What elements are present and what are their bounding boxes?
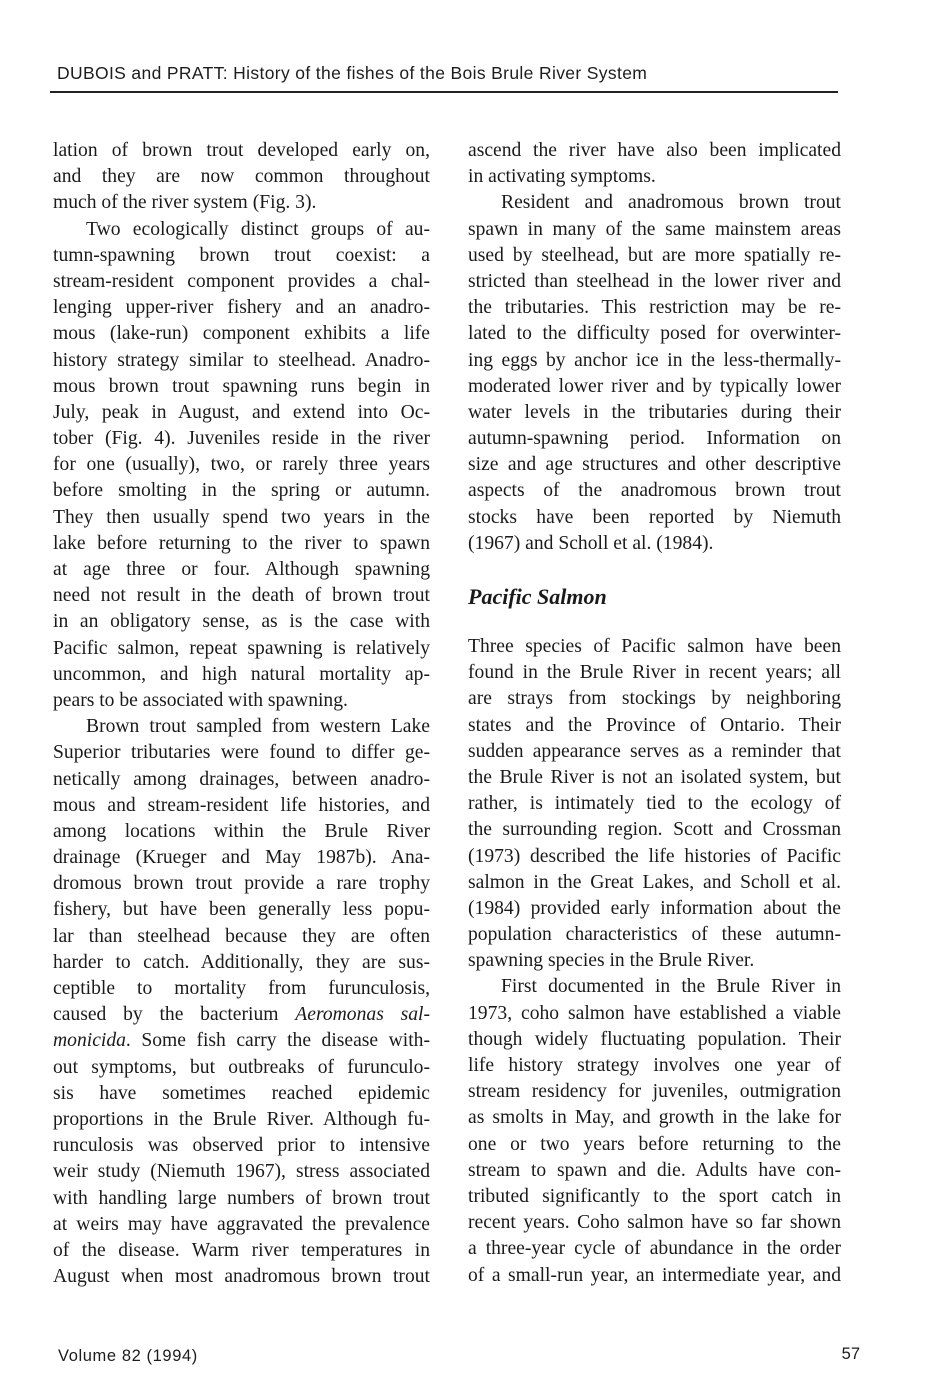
text-line: recent years. Coho salmon have so far shown: [468, 1212, 841, 1234]
section-heading-pacific-salmon: Pacific Salmon: [468, 584, 607, 609]
text-line: are strays from stockings by neighboring: [468, 688, 841, 710]
text-line: at weirs may have aggravated the prevalence: [53, 1213, 430, 1235]
text-line: Pacific salmon, repeat spawning is relatively: [53, 637, 430, 659]
text-run: . Some fish carry the disease with-: [125, 1030, 430, 1052]
text-line: need not result in the death of brown trout: [53, 585, 430, 607]
text-line: (1973) described the life histories of Pacific: [468, 845, 841, 867]
text-line: and they are now common throughout: [53, 166, 430, 188]
text-line: (1967) and Scholl et al. (1984).: [468, 532, 714, 554]
text-line: fishery, but have been generally less popu-: [53, 899, 430, 921]
text-line: stream to spawn and die. Adults have con-: [468, 1159, 841, 1181]
text-line: ascend the river have also been implicated: [468, 140, 841, 161]
text-line: stream-resident component provides a chal-: [53, 270, 430, 292]
text-line: sis have sometimes reached epidemic: [53, 1082, 430, 1104]
text-line: runculosis was observed prior to intensive: [53, 1135, 430, 1157]
text-line: with handling large numbers of brown trout: [53, 1187, 430, 1209]
text-line: dromous brown trout provide a rare trophy: [53, 873, 430, 895]
text-line: the Brule River is not an isolated system, but: [468, 766, 841, 788]
text-line: stocks have been reported by Niemuth: [468, 506, 841, 528]
text-line: They then usually spend two years in the: [53, 506, 430, 528]
text-line: stream residency for juveniles, outmigration: [468, 1081, 841, 1103]
text-line: uncommon, and high natural mortality ap-: [53, 663, 430, 685]
footer-volume: Volume 82 (1994): [58, 1347, 198, 1365]
text-line: proportions in the Brule River. Although fu-: [53, 1108, 430, 1130]
text-line: at age three or four. Although spawning: [53, 559, 430, 580]
text-line: pears to be associated with spawning.: [53, 689, 348, 711]
species-name-italic: monicida: [53, 1030, 126, 1052]
text-line: sudden appearance serves as a reminder that: [468, 740, 841, 762]
species-name-italic: Aeromonas sal-: [295, 1004, 430, 1026]
text-line: found in the Brule River in recent years; all: [468, 662, 841, 684]
text-line: Superior tributaries were found to differ ge-: [53, 742, 430, 764]
text-line: out symptoms, but outbreaks of furunculo-: [53, 1056, 430, 1078]
text-line: before smolting in the spring or autumn.: [53, 480, 430, 502]
footer-page-number: 57: [841, 1345, 860, 1363]
text-line: lation of brown trout developed early on,: [53, 140, 430, 161]
text-line: population characteristics of these autumn-: [468, 924, 841, 946]
text-line: July, peak in August, and extend into Oc-: [53, 401, 430, 423]
text-line: salmon in the Great Lakes, and Scholl et al.: [468, 871, 841, 893]
text-line: rather, is intimately tied to the ecology of: [468, 793, 841, 815]
right-column: [468, 138, 841, 1289]
text-line: lenging upper-river fishery and an anadro-: [53, 297, 430, 319]
text-line: ing eggs by anchor ice in the less-thermally-: [468, 349, 841, 371]
header-rule: [50, 91, 838, 93]
text-line: autumn-spawning period. Information on: [468, 428, 841, 450]
text-line: 1973, coho salmon have established a viable: [468, 1002, 841, 1024]
text-line: a three-year cycle of abundance in the order: [468, 1238, 841, 1260]
text-line: First documented in the Brule River in: [501, 976, 841, 998]
text-line: tober (Fig. 4). Juveniles reside in the river: [53, 428, 430, 450]
text-line: in an obligatory sense, as is the case with: [53, 611, 430, 633]
text-line: Three species of Pacific salmon have been: [468, 636, 841, 657]
text-line: lated to the difficulty posed for overwinter-: [468, 323, 841, 345]
left-column: [53, 138, 430, 1290]
text-line: spawning species in the Brule River.: [468, 950, 755, 972]
text-line: aspects of the anadromous brown trout: [468, 480, 841, 502]
text-line: tumn-spawning brown trout coexist: a: [53, 244, 430, 266]
text-line: netically among drainages, between anadro-: [53, 768, 430, 790]
text-line-mixed: [53, 1002, 430, 1028]
text-line: of a small-run year, an intermediate year, and: [468, 1264, 841, 1286]
text-line: the surrounding region. Scott and Crossman: [468, 819, 841, 841]
text-line: (1984) provided early information about the: [468, 897, 841, 919]
text-line: for one (usually), two, or rarely three years: [53, 454, 430, 476]
text-line-mixed: [53, 1028, 430, 1054]
text-run: caused by the bacterium: [53, 1004, 296, 1026]
text-line: harder to catch. Additionally, they are sus-: [53, 951, 430, 973]
text-line: drainage (Krueger and May 1987b). Ana-: [53, 847, 430, 869]
text-line: mous and stream-resident life histories, and: [53, 794, 430, 816]
text-line: states and the Province of Ontario. Their: [468, 714, 841, 736]
text-line: stricted than steelhead in the lower river and: [468, 270, 841, 292]
text-line: as smolts in May, and growth in the lake for: [468, 1107, 841, 1129]
text-line: lake before returning to the river to spawn: [53, 532, 430, 554]
text-line: of the disease. Warm river temperatures in: [53, 1239, 430, 1261]
text-line: one or two years before returning to the: [468, 1133, 841, 1155]
text-line: moderated lower river and by typically lower: [468, 375, 841, 397]
text-line: lar than steelhead because they are often: [53, 925, 430, 947]
text-line: history strategy similar to steelhead. Anadro-: [53, 349, 430, 371]
text-line: though widely fluctuating population. Their: [468, 1028, 841, 1050]
text-line: used by steelhead, but are more spatially re-: [468, 244, 841, 266]
text-line: ceptible to mortality from furunculosis,: [53, 978, 430, 999]
text-line: water levels in the tributaries during their: [468, 401, 841, 423]
text-line: weir study (Niemuth 1967), stress associated: [53, 1161, 430, 1183]
text-line: mous brown trout spawning runs begin in: [53, 375, 430, 397]
text-line: Resident and anadromous brown trout: [501, 192, 841, 214]
text-line: mous (lake-run) component exhibits a life: [53, 323, 430, 345]
text-line: tributed significantly to the sport catch in: [468, 1185, 841, 1207]
text-line: Two ecologically distinct groups of au-: [86, 218, 430, 240]
text-line: the tributaries. This restriction may be re-: [468, 297, 841, 319]
text-line: among locations within the Brule River: [53, 820, 430, 842]
running-head: DUBOIS and PRATT: History of the fishes of the Bois Brule River System: [57, 63, 648, 83]
text-line: life history strategy involves one year of: [468, 1055, 841, 1076]
text-line: size and age structures and other descriptive: [468, 454, 841, 476]
text-line: Brown trout sampled from western Lake: [86, 716, 430, 738]
text-line: much of the river system (Fig. 3).: [53, 192, 317, 214]
text-line: August when most anadromous brown trout: [53, 1266, 430, 1288]
text-line: in activating symptoms.: [468, 166, 656, 188]
text-line: spawn in many of the same mainstem areas: [468, 218, 841, 240]
